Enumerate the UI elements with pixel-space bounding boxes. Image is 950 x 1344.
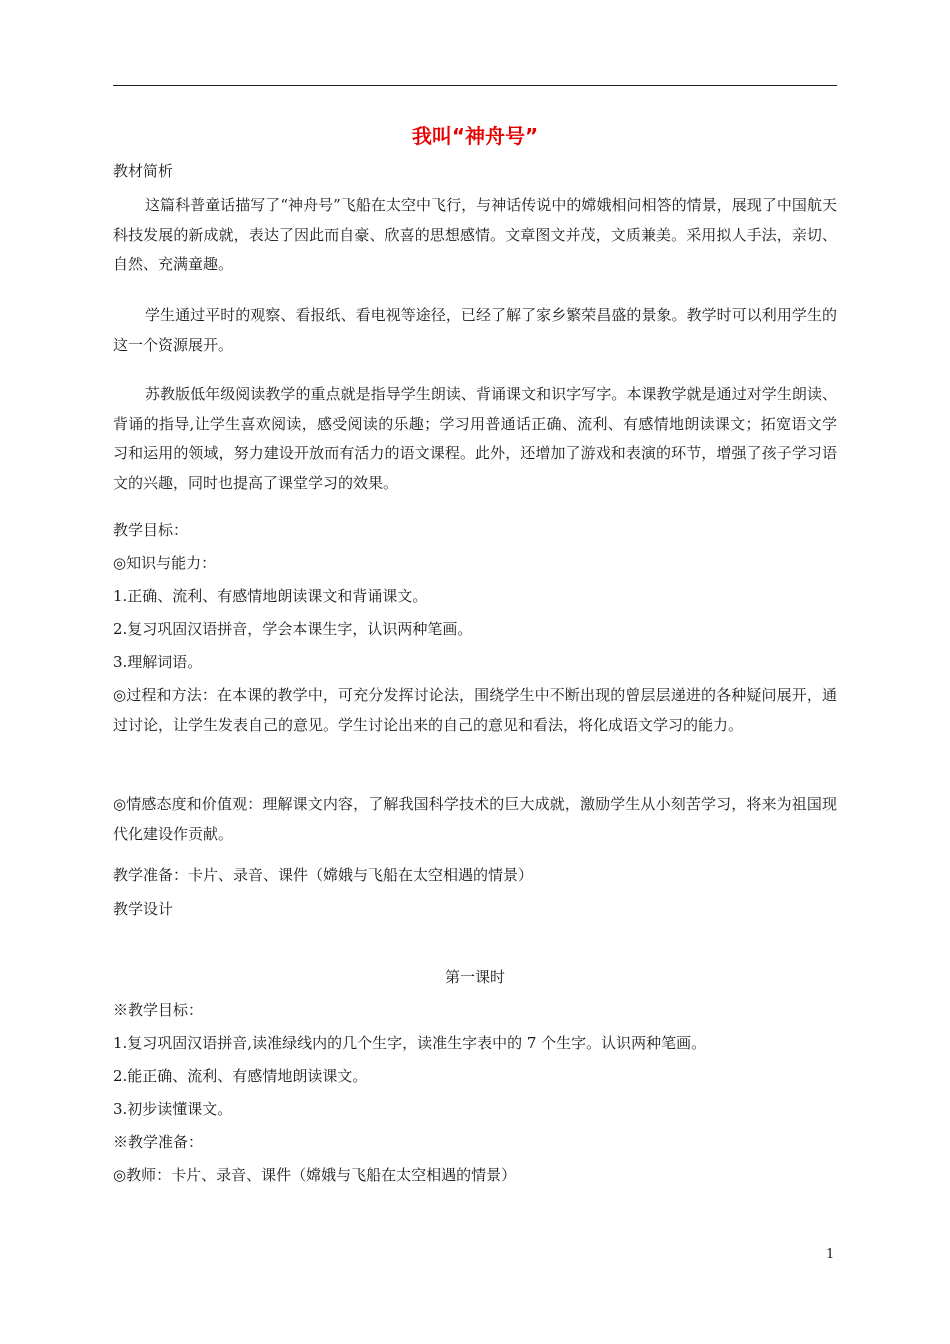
goals-heading: 教学目标：	[113, 521, 189, 539]
paragraph-2: 学生通过平时的观察、看报纸、看电视等途径，已经了解了家乡繁荣昌盛的景象。教学时可以利用学生的这一个资源展开。	[113, 306, 837, 354]
lesson-goal-1: 1.复习巩固汉语拼音,读准绿线内的几个生字，读准生字表中的 7 个生字。认识两种笔画。	[113, 1034, 707, 1052]
knowledge-item-2: 2.复习巩固汉语拼音，学会本课生字，认识两种笔画。	[113, 620, 473, 638]
lesson-goal-3: 3.初步读懂课文。	[113, 1100, 233, 1118]
header-rule	[113, 85, 837, 86]
lesson-goal-2: 2.能正确、流利、有感情地朗读课文。	[113, 1067, 368, 1085]
paragraph-3: 苏教版低年级阅读教学的重点就是指导学生朗读、背诵课文和识字写字。本课教学就是通过对学生朗读、背诵的指导,让学生喜欢阅读，感受阅读的乐趣；学习用普通话正确、流利、有感情地朗读课文；拓宽语文学习和运用的领域，努力建设开放而有活力的语文课程。此外，还增加了游戏和表演的环节，增强了孩子学习语文的兴趣，同时也提高了课堂学习的效果。	[113, 385, 837, 492]
lesson-goals-heading: ※教学目标：	[113, 1001, 204, 1019]
knowledge-item-1: 1.正确、流利、有感情地朗读课文和背诵课文。	[113, 587, 428, 605]
teaching-design-heading: 教学设计	[113, 900, 174, 918]
knowledge-item-3: 3.理解词语。	[113, 653, 203, 671]
knowledge-heading: ◎知识与能力：	[113, 554, 217, 572]
lesson-title: 第一课时	[444, 968, 505, 986]
process-paragraph: ◎过程和方法：在本课的教学中，可充分发挥讨论法，围绕学生中不断出现的曾层层递进的各种疑问展开，通过讨论，让学生发表自己的意见。学生讨论出来的自己的意见和看法，将化成语文学习的能力。	[113, 686, 837, 734]
teacher-prep: ◎教师：卡片、录音、课件（嫦娥与飞船在太空相遇的情景）	[113, 1166, 517, 1184]
section-heading-analysis: 教材简析	[113, 162, 174, 180]
paragraph-1: 这篇科普童话描写了“神舟号”飞船在太空中飞行，与神话传说中的嫦娥相问相答的情景，展现了中国航天科技发展的新成就，表达了因此而自豪、欣喜的思想感情。文章图文并茂，文质兼美。采用拟人手法，亲切、自然、充满童趣。	[113, 196, 837, 273]
teaching-prep: 教学准备：卡片、录音、课件（嫦娥与飞船在太空相遇的情景）	[113, 866, 534, 884]
emotion-paragraph: ◎情感态度和价值观：理解课文内容，了解我国科学技术的巨大成就，激励学生从小刻苦学习，将来为祖国现代化建设作贡献。	[113, 795, 837, 843]
lesson-prep-heading: ※教学准备：	[113, 1133, 204, 1151]
page-number: 1	[826, 1247, 835, 1262]
document-title: 我叫“神舟号”	[411, 124, 539, 148]
